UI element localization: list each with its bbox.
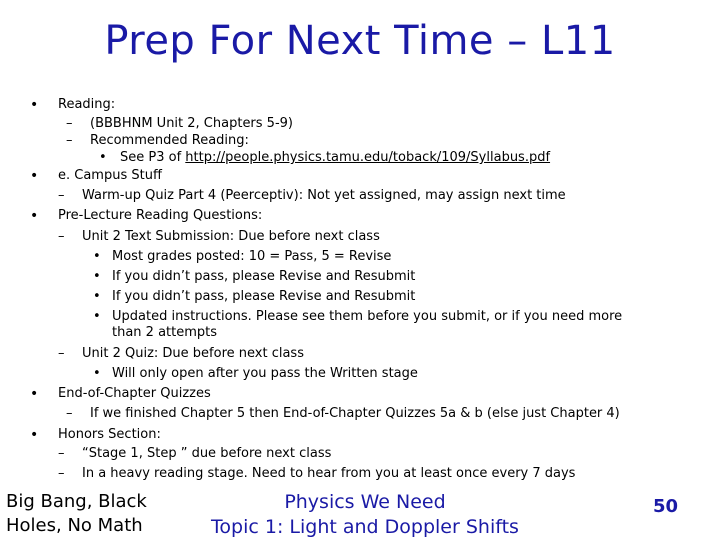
unit2-text-submission: Unit 2 Text Submission: Due before next class xyxy=(82,229,380,244)
syllabus-link[interactable]: http://people.physics.tamu.edu/toback/109/Syllabus.pdf xyxy=(185,150,551,165)
warmup-quiz: Warm-up Quiz Part 4 (Peerceptiv): Not yet assigned, may assign next time xyxy=(82,188,566,203)
ecampus-heading: e. Campus Stuff xyxy=(58,168,162,183)
bullet-marker: • xyxy=(99,150,107,165)
reading-chapters: (BBBHNM Unit 2, Chapters 5-9) xyxy=(90,116,293,131)
footer-course xyxy=(6,490,147,538)
footer-topic-line1: Physics We Need xyxy=(284,491,446,513)
bullet-marker: • xyxy=(93,269,101,284)
grades-posted: Most grades posted: 10 = Pass, 5 = Revise xyxy=(112,249,392,264)
bullet-marker: • xyxy=(30,208,39,224)
bullet-marker: • xyxy=(93,366,101,381)
footer-course-line1: Big Bang, Black xyxy=(6,491,147,512)
unit2-quiz: Unit 2 Quiz: Due before next class xyxy=(82,346,304,361)
dash-marker: – xyxy=(66,406,73,421)
see-p3-line xyxy=(120,150,550,166)
dash-marker: – xyxy=(58,466,65,481)
bullet-marker: • xyxy=(93,289,101,304)
honors-heading: Honors Section: xyxy=(58,427,161,442)
bullet-marker: • xyxy=(30,427,39,443)
end-of-chapter-quizzes: If we finished Chapter 5 then End-of-Chapter Quizzes 5a & b (else just Chapter 4) xyxy=(90,406,620,421)
reading-heading: Reading: xyxy=(58,97,116,112)
dash-marker: – xyxy=(58,188,65,203)
bullet-marker: • xyxy=(30,97,39,113)
end-of-chapter-heading: End-of-Chapter Quizzes xyxy=(58,386,211,401)
dash-marker: – xyxy=(58,229,65,244)
slide-title: Prep For Next Time – L11 xyxy=(104,18,616,64)
footer-topic xyxy=(190,490,540,540)
honors-stage: “Stage 1, Step ” due before next class xyxy=(82,446,332,461)
prelecture-heading: Pre-Lecture Reading Questions: xyxy=(58,208,263,223)
dash-marker: – xyxy=(66,133,73,148)
bullet-marker: • xyxy=(30,386,39,402)
updated-instructions: Updated instructions. Please see them before you submit, or if you need more xyxy=(112,309,623,324)
dash-marker: – xyxy=(58,446,65,461)
dash-marker: – xyxy=(58,346,65,361)
see-p3-text: See P3 of xyxy=(120,150,186,165)
page-number: 50 xyxy=(652,496,678,517)
footer-course-line2: Holes, No Math xyxy=(6,515,143,536)
honors-reading: In a heavy reading stage. Need to hear from you at least once every 7 days xyxy=(82,466,576,481)
revise-resubmit: If you didn’t pass, please Revise and Resubmit xyxy=(112,289,416,304)
dash-marker: – xyxy=(66,116,73,131)
quiz-open-note: Will only open after you pass the Written stage xyxy=(112,366,418,381)
revise-resubmit: If you didn’t pass, please Revise and Resubmit xyxy=(112,269,416,284)
bullet-marker: • xyxy=(93,309,101,324)
updated-instructions-cont: than 2 attempts xyxy=(112,325,218,340)
recommended-reading: Recommended Reading: xyxy=(90,133,249,148)
bullet-marker: • xyxy=(30,168,39,184)
footer-topic-line2: Topic 1: Light and Doppler Shifts xyxy=(211,516,519,538)
bullet-marker: • xyxy=(93,249,101,264)
